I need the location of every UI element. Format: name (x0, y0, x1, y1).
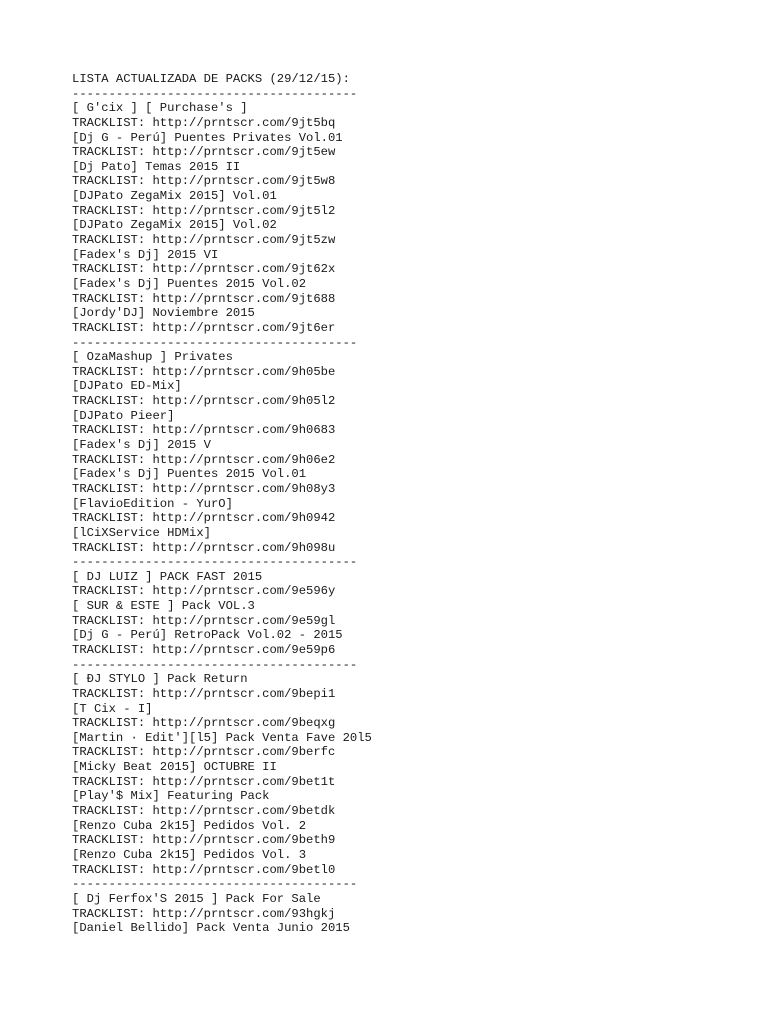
pack-name-line: [lCiXService HDMix] (72, 525, 211, 540)
pack-name-line: [Fadex's Dj] 2015 VI (72, 247, 219, 262)
tracklist-line: TRACKLIST: http://prntscr.com/9jt5ew (72, 145, 336, 160)
pack-name-line: [ G'cix ] [ Purchase's ] (72, 101, 248, 116)
pack-name-line: [DJPato Pieer] (72, 408, 175, 423)
pack-name-line: [Renzo Cuba 2k15] Pedidos Vol. 3 (72, 847, 307, 862)
pack-name-line: [DJPato ZegaMix 2015] Vol.02 (72, 218, 277, 233)
pack-name-line: [Fadex's Dj] Puentes 2015 Vol.01 (72, 467, 307, 482)
tracklist-line: TRACKLIST: http://prntscr.com/9bet1t (72, 774, 336, 789)
pack-name-line: [FlavioEdition - YurO] (72, 496, 233, 511)
pack-name-line: [ SUR & ESTE ] Pack VOL.3 (72, 599, 255, 614)
separator-line: --------------------------------------- (72, 335, 358, 350)
tracklist-line: TRACKLIST: http://prntscr.com/9e596y (72, 584, 336, 599)
pack-name-line: [Dj Pato] Temas 2015 II (72, 159, 241, 174)
tracklist-line: TRACKLIST: http://prntscr.com/9jt62x (72, 262, 336, 277)
pack-name-line: [Renzo Cuba 2k15] Pedidos Vol. 2 (72, 818, 307, 833)
pack-name-line: [Jordy'DJ] Noviembre 2015 (72, 306, 255, 321)
pack-name-line: [ Dj Ferfox'S 2015 ] Pack For Sale (72, 891, 321, 906)
pack-name-line: [Dj G - Perú] Puentes Privates Vol.01 (72, 130, 343, 145)
pack-name-line: [DJPato ED-Mix] (72, 379, 182, 394)
tracklist-line: TRACKLIST: http://prntscr.com/9jt5w8 (72, 174, 336, 189)
tracklist-line: TRACKLIST: http://prntscr.com/9jt5zw (72, 233, 336, 248)
pack-name-line: [Martin · Edit'][l5] Pack Venta Fave 20l5 (72, 730, 372, 745)
pack-name-line: [Fadex's Dj] Puentes 2015 Vol.02 (72, 276, 307, 291)
tracklist-line: TRACKLIST: http://prntscr.com/9jt688 (72, 291, 336, 306)
tracklist-line: TRACKLIST: http://prntscr.com/9betdk (72, 804, 336, 819)
document-page (72, 72, 692, 936)
tracklist-line: TRACKLIST: http://prntscr.com/9h06e2 (72, 452, 336, 467)
tracklist-line: TRACKLIST: http://prntscr.com/9h05be (72, 364, 336, 379)
tracklist-line: TRACKLIST: http://prntscr.com/9bepi1 (72, 686, 336, 701)
tracklist-line: TRACKLIST: http://prntscr.com/9e59gl (72, 613, 336, 628)
tracklist-line: TRACKLIST: http://prntscr.com/9e59p6 (72, 642, 336, 657)
separator-line: --------------------------------------- (72, 555, 358, 570)
separator-line: --------------------------------------- (72, 657, 358, 672)
pack-name-line: [Daniel Bellido] Pack Venta Junio 2015 (72, 921, 350, 936)
tracklist-line: TRACKLIST: http://prntscr.com/9jt5l2 (72, 203, 336, 218)
tracklist-line: TRACKLIST: http://prntscr.com/9h0683 (72, 423, 336, 438)
tracklist-line: TRACKLIST: http://prntscr.com/9beth9 (72, 833, 336, 848)
tracklist-line: TRACKLIST: http://prntscr.com/9jt6er (72, 320, 336, 335)
pack-name-line: [Play'$ Mix] Featuring Pack (72, 789, 270, 804)
separator-line: --------------------------------------- (72, 877, 358, 892)
tracklist-line: TRACKLIST: http://prntscr.com/9beqxg (72, 716, 336, 731)
separator-line: --------------------------------------- (72, 86, 358, 101)
tracklist-line: TRACKLIST: http://prntscr.com/93hgkj (72, 906, 336, 921)
tracklist-line: TRACKLIST: http://prntscr.com/9jt5bq (72, 115, 336, 130)
pack-name-line: [DJPato ZegaMix 2015] Vol.01 (72, 189, 277, 204)
tracklist-line: TRACKLIST: http://prntscr.com/9h08y3 (72, 481, 336, 496)
pack-name-line: [Micky Beat 2015] OCTUBRE II (72, 760, 277, 775)
tracklist-line: TRACKLIST: http://prntscr.com/9h05l2 (72, 394, 336, 409)
tracklist-line: TRACKLIST: http://prntscr.com/9betl0 (72, 862, 336, 877)
pack-name-line: [Fadex's Dj] 2015 V (72, 438, 211, 453)
pack-name-line: [ ÐJ STYLO ] Pack Return (72, 672, 248, 687)
pack-name-line: [ DJ LUIZ ] PACK FAST 2015 (72, 569, 263, 584)
pack-name-line: [T Cix - I] (72, 701, 153, 716)
tracklist-line: TRACKLIST: http://prntscr.com/9berfc (72, 745, 336, 760)
pack-name-line: [ OzaMashup ] Privates (72, 350, 233, 365)
document-title: LISTA ACTUALIZADA DE PACKS (29/12/15): (72, 72, 350, 86)
tracklist-line: TRACKLIST: http://prntscr.com/9h0942 (72, 511, 336, 526)
tracklist-line: TRACKLIST: http://prntscr.com/9h098u (72, 540, 336, 555)
pack-name-line: [Dj G - Perú] RetroPack Vol.02 - 2015 (72, 628, 343, 643)
